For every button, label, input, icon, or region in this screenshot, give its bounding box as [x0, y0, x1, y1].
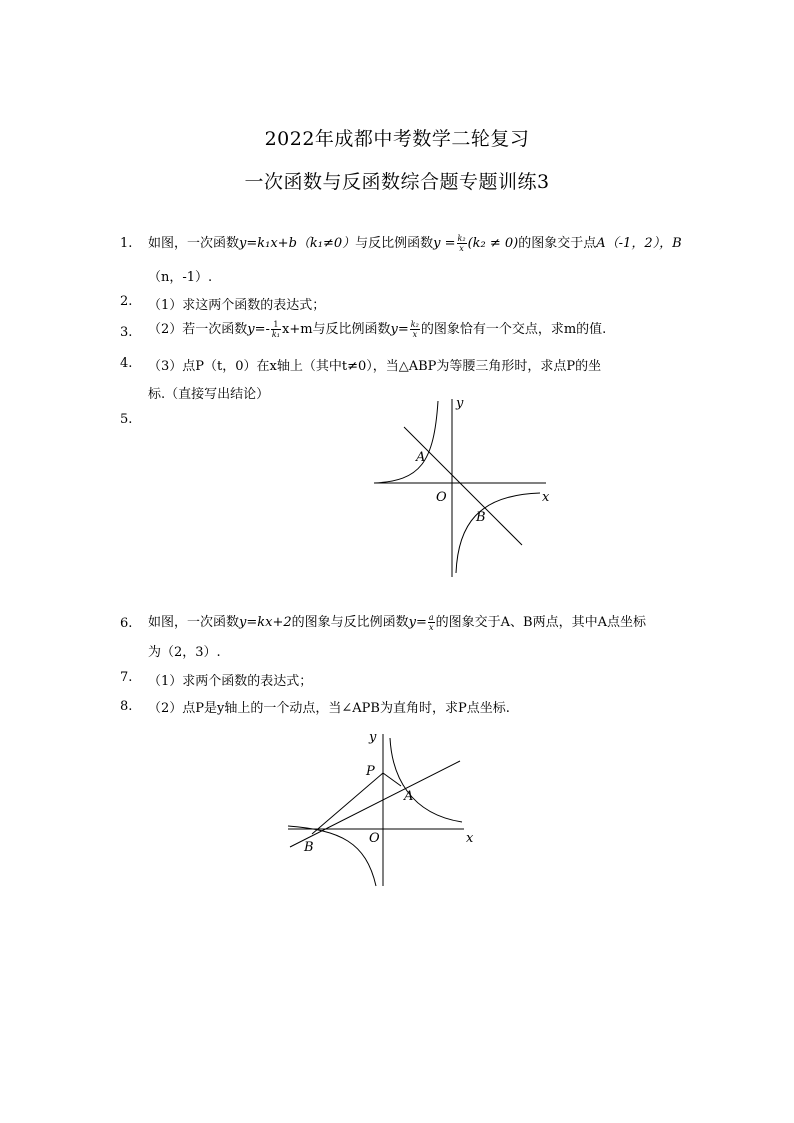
item-8-text: （2）点P是y轴上的一个动点，当∠APB为直角时，求P点坐标. — [148, 701, 510, 716]
item-2-text: （1）求这两个函数的表达式； — [148, 298, 326, 313]
item-6-line-2: 为（2，3）. — [148, 645, 221, 660]
item-1-line-2: （n，-1）. — [148, 270, 213, 285]
fraction-k2-over-x: $\frac{\text{k₂}}{x}$ — [457, 234, 466, 253]
item-number: 6. — [120, 616, 133, 631]
label-point-b: B — [476, 510, 486, 525]
figure-1-graph — [360, 393, 560, 583]
fraction-k2-over-x: $\frac{\text{k₂}}{x}$ — [410, 320, 419, 339]
item-number: 3. — [120, 325, 133, 340]
item-number: 5. — [120, 412, 133, 427]
label-y: y — [369, 730, 377, 745]
hyperbola-branch-left — [374, 401, 438, 483]
item-1-line-1: 如图，一次函数y=k₁x+b（k₁≠0）与反比例函数y = $\frac{\text{k₂}}{x}$ (k₂ ≠ 0)的图象交于点A（-1，2），B — [148, 234, 682, 253]
title-line-2: 一次函数与反函数综合题专题训练3 — [244, 171, 550, 193]
hyperbola-branch-right — [456, 493, 540, 573]
segment-pb — [312, 773, 383, 834]
label-x: x — [542, 490, 550, 505]
item-6-line-1: 如图，一次函数y=kx+2的图象与反比例函数y= $\frac{a}{x}$ 的图象交于A、B两点，其中A点坐标 — [148, 613, 647, 632]
item-number: 1. — [120, 236, 133, 251]
item-3-text: （2）若一次函数y=- $\frac{1}{\text{k₁}}$ x+m与反比例函数y= $\frac{\text{k₂}}{x}$ 的图象恰有一个交点，求m的值. — [148, 320, 607, 339]
item-number: 4. — [120, 356, 133, 371]
hyperbola-branch-left — [288, 826, 376, 886]
label-origin: O — [436, 490, 447, 505]
item-4-line-2: 标.（直接写出结论） — [148, 387, 270, 402]
item-4-line-1: （3）点P（t，0）在x轴上（其中t≠0），当△ABP为等腰三角形时，求点P的坐 — [148, 359, 602, 374]
figure-2-graph — [280, 726, 480, 892]
item-7-text: （1）求两个函数的表达式； — [148, 674, 313, 689]
label-point-p: P — [366, 764, 375, 779]
item-number: 7. — [120, 670, 133, 685]
hyperbola-branch-right — [390, 738, 462, 822]
label-x: x — [466, 831, 474, 846]
fraction-1-over-k1: $\frac{1}{\text{k₁}}$ — [271, 320, 280, 339]
label-point-a: A — [404, 789, 414, 804]
label-origin: O — [369, 831, 380, 846]
label-point-b: B — [304, 840, 314, 855]
linear-function-line — [404, 427, 522, 545]
title-line-1: 2022年成都中考数学二轮复习 — [264, 128, 530, 150]
fraction-a-over-x: $\frac{a}{x}$ — [428, 613, 434, 632]
item-number: 2. — [120, 294, 133, 309]
label-y: y — [456, 396, 464, 411]
item-number: 8. — [120, 699, 133, 714]
label-point-a: A — [416, 450, 426, 465]
